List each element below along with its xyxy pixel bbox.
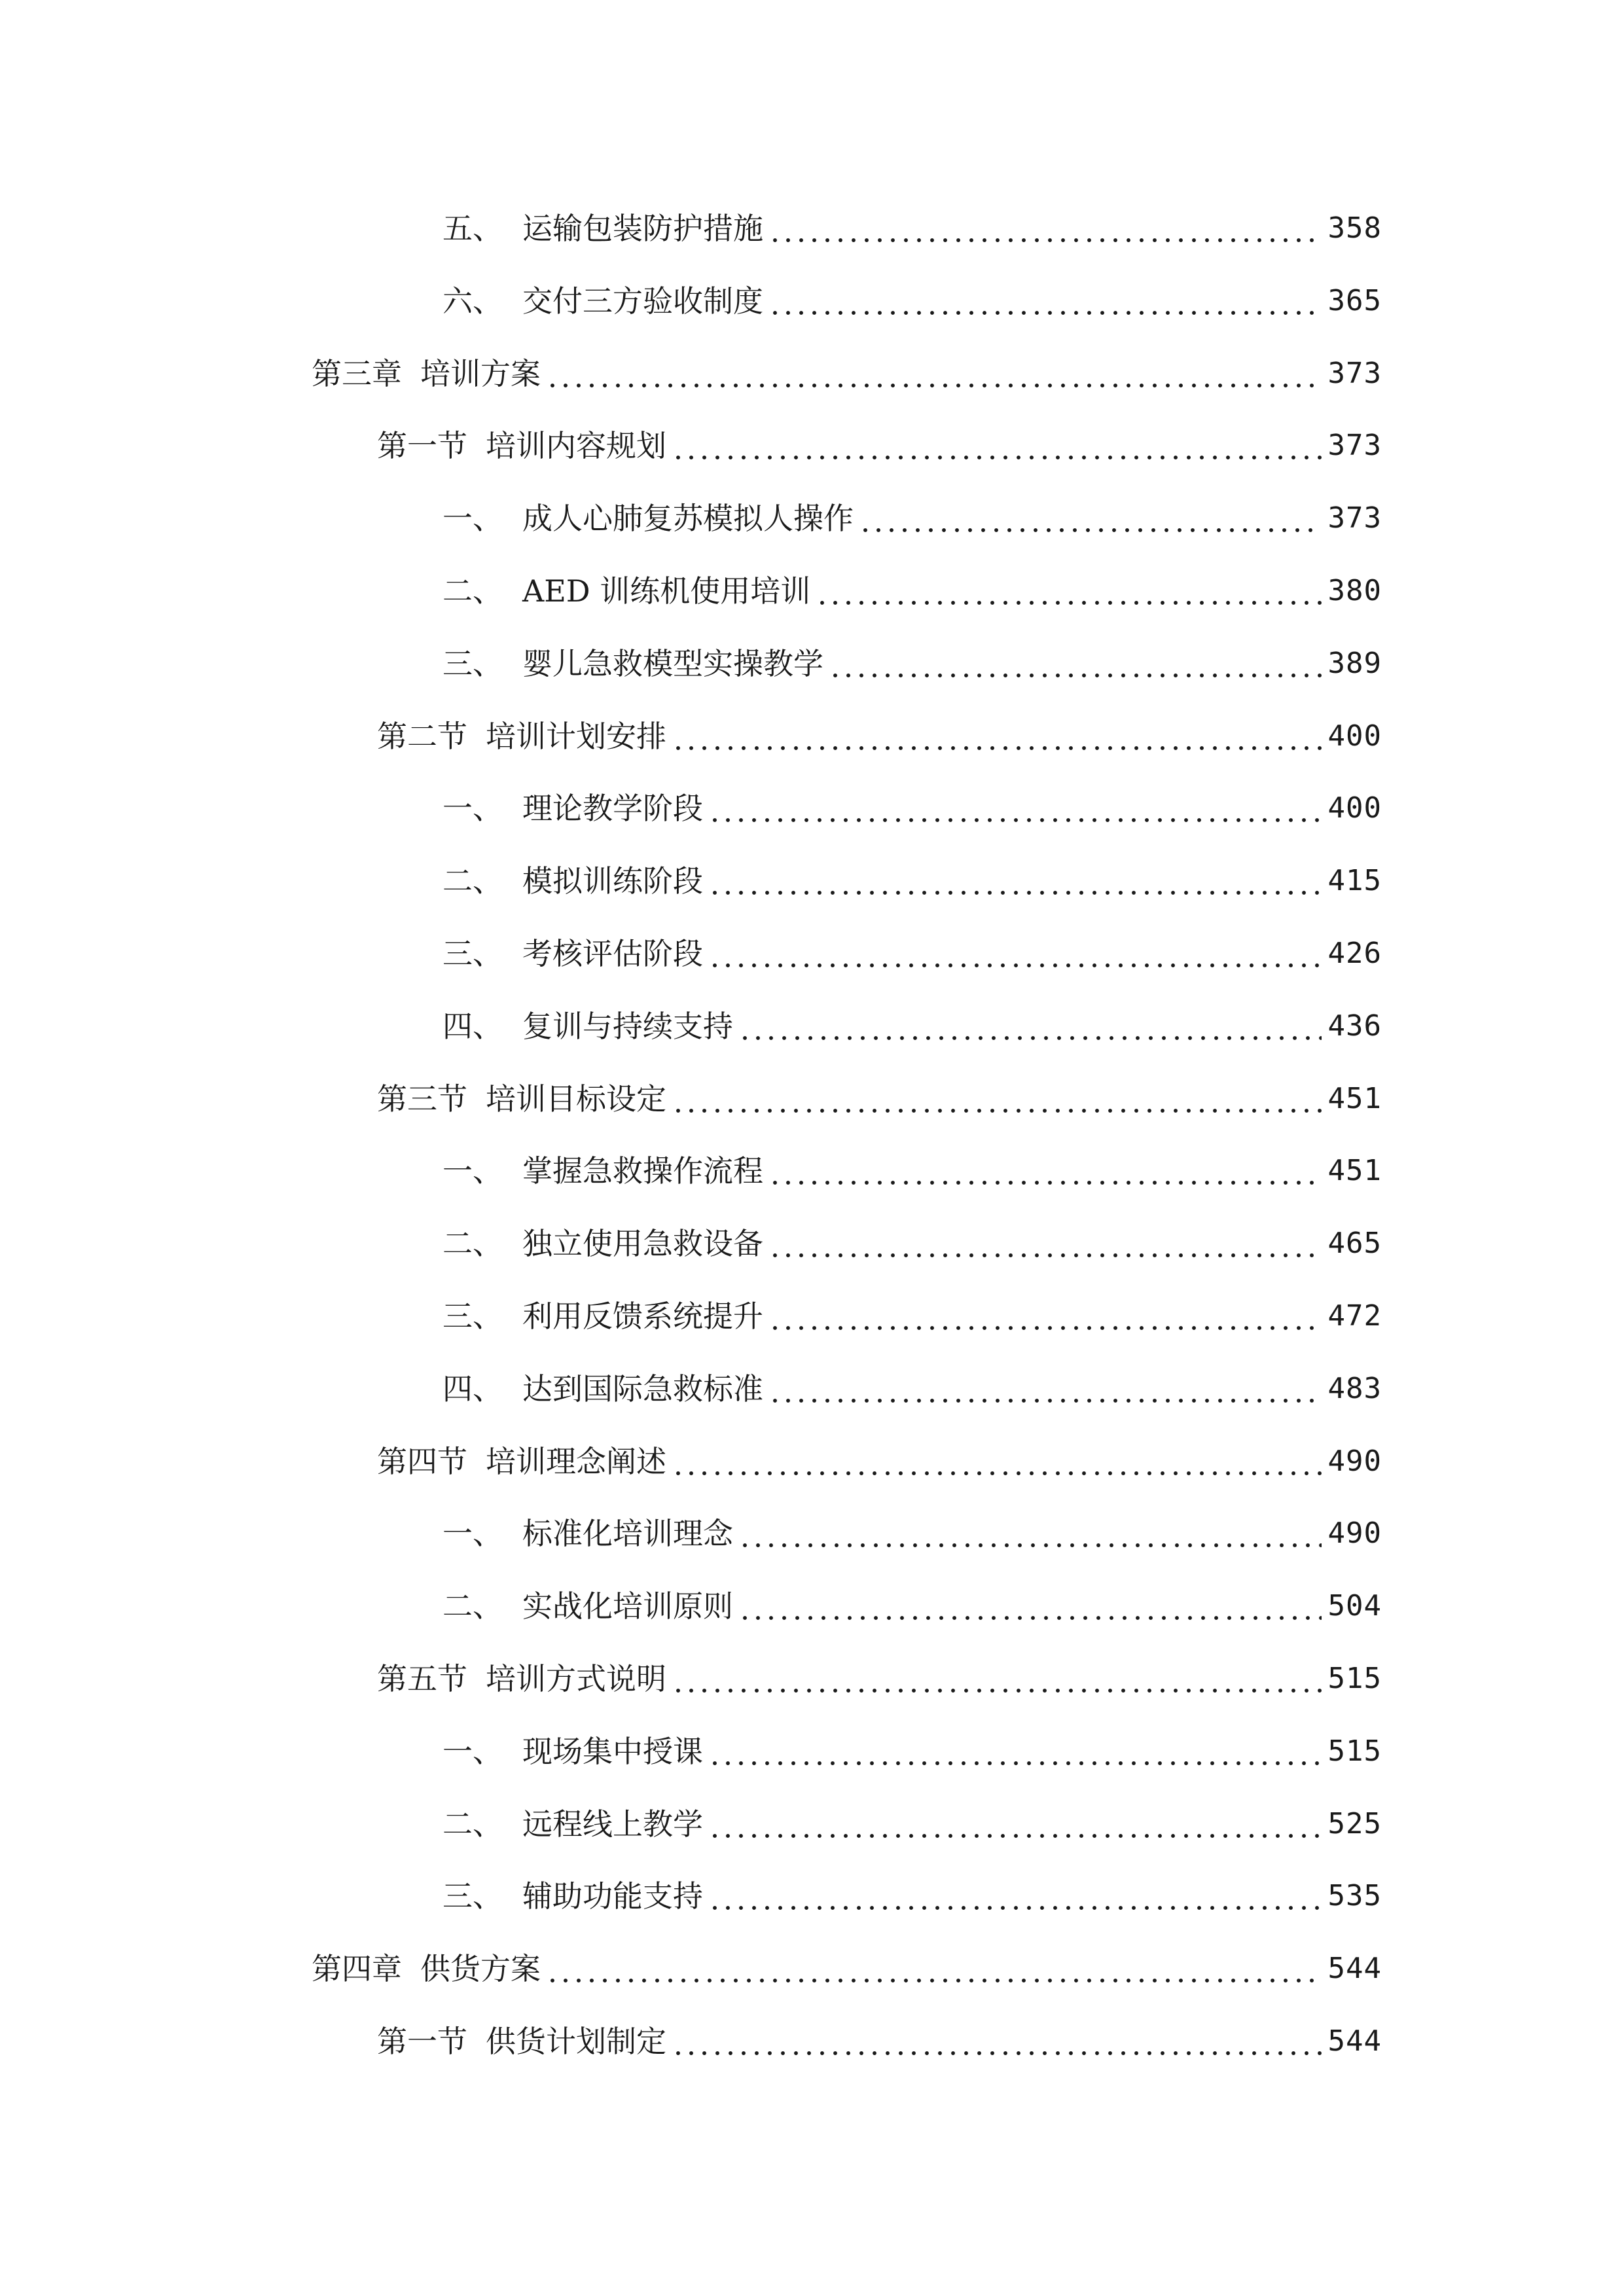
dot-leader (768, 278, 1322, 324)
toc-entry-page-number: 373 (1327, 357, 1382, 390)
toc-entry-page-number: 465 (1327, 1227, 1382, 1260)
toc-entry-number: 第四节 (377, 1444, 467, 1479)
toc-entry-page-number: 535 (1327, 1879, 1382, 1912)
toc-entry-chapter[interactable] (312, 351, 1382, 397)
dot-leader (672, 1439, 1322, 1484)
dot-leader (708, 1729, 1322, 1774)
toc-entry-chapter[interactable] (312, 1946, 1382, 1992)
dot-leader (672, 423, 1322, 469)
toc-entry-number: 一、 (442, 1734, 503, 1769)
toc-entry-number: 二、 (442, 863, 503, 899)
toc-entry-item[interactable] (442, 1293, 1382, 1339)
toc-entry-title: 供货计划制定 (486, 2024, 666, 2059)
toc-entry-page-number: 400 (1327, 791, 1382, 825)
toc-entry-page-number: 483 (1327, 1372, 1382, 1405)
toc-entry-page-number: 373 (1327, 501, 1382, 535)
dot-leader (708, 1873, 1322, 1919)
toc-entry-item[interactable] (442, 278, 1382, 324)
toc-entry-number: 五、 (442, 211, 503, 246)
toc-entry-item[interactable] (442, 1729, 1382, 1774)
toc-entry-number: 三、 (442, 1299, 503, 1334)
dot-leader (768, 206, 1322, 251)
toc-entry-section[interactable] (377, 1439, 1382, 1484)
toc-entry-section[interactable] (377, 713, 1382, 759)
toc-entry-item[interactable] (442, 785, 1382, 831)
toc-entry-title: 理论教学阶段 (522, 791, 703, 826)
toc-entry-section[interactable] (377, 423, 1382, 469)
dot-leader (708, 785, 1322, 831)
toc-entry-number: 第一节 (377, 2024, 467, 2059)
dot-leader (768, 1293, 1322, 1339)
toc-entry-page-number: 515 (1327, 1734, 1382, 1768)
toc-entry-section[interactable] (377, 2018, 1382, 2064)
toc-entry-page-number: 490 (1327, 1516, 1382, 1550)
toc-entry-title: 掌握急救操作流程 (522, 1153, 763, 1189)
toc-entry-number: 四、 (442, 1009, 503, 1044)
toc-entry-title: 独立使用急救设备 (522, 1226, 763, 1261)
toc-entry-item[interactable] (442, 1801, 1382, 1847)
toc-entry-number: 三、 (442, 1878, 503, 1914)
toc-entry-page-number: 490 (1327, 1444, 1382, 1478)
toc-entry-title: 婴儿急救模型实操教学 (522, 646, 823, 681)
dot-leader (768, 1148, 1322, 1194)
toc-entry-item[interactable] (442, 206, 1382, 251)
toc-entry-page-number: 515 (1327, 1662, 1382, 1695)
toc-entry-number: 一、 (442, 791, 503, 826)
toc-entry-title: 培训方案 (420, 356, 541, 391)
toc-entry-section[interactable] (377, 1656, 1382, 1702)
toc-entry-number: 二、 (442, 1588, 503, 1624)
dot-leader (672, 1656, 1322, 1702)
toc-entry-number: 一、 (442, 1153, 503, 1189)
toc-entry-item[interactable] (442, 568, 1382, 614)
toc-entry-number: 四、 (442, 1371, 503, 1407)
toc-entry-title: 培训目标设定 (486, 1081, 666, 1117)
toc-entry-number: 三、 (442, 936, 503, 971)
dot-leader (708, 931, 1322, 977)
toc-entry-number: 第一节 (377, 428, 467, 463)
toc-entry-page-number: 400 (1327, 719, 1382, 753)
toc-entry-title: 培训方式说明 (486, 1661, 666, 1696)
toc-entry-section[interactable] (377, 1076, 1382, 1122)
toc-entry-item[interactable] (442, 931, 1382, 977)
toc-entry-title: 现场集中授课 (522, 1734, 703, 1769)
toc-entry-title: 培训内容规划 (486, 428, 666, 463)
dot-leader (816, 568, 1321, 614)
toc-entry-number: 一、 (442, 1516, 503, 1551)
toc-entry-item[interactable] (442, 1366, 1382, 1412)
toc-entry-title: 成人心肺复苏模拟人操作 (522, 501, 854, 536)
toc-entry-title: 培训理念阐述 (486, 1444, 666, 1479)
dot-leader (768, 1366, 1322, 1412)
toc-entry-title: 标准化培训理念 (522, 1516, 733, 1551)
dot-leader (672, 713, 1322, 759)
toc-entry-title: 考核评估阶段 (522, 936, 703, 971)
toc-entry-title: 实战化培训原则 (522, 1588, 733, 1624)
dot-leader (708, 858, 1322, 904)
dot-leader (672, 2018, 1322, 2064)
dot-leader (708, 1801, 1322, 1847)
dot-leader (768, 1221, 1322, 1266)
dot-leader (859, 495, 1322, 541)
dot-leader (546, 351, 1322, 397)
toc-entry-page-number: 389 (1327, 647, 1382, 680)
toc-entry-number: 第二节 (377, 719, 467, 754)
toc-entry-page-number: 373 (1327, 429, 1382, 462)
dot-leader (738, 1511, 1322, 1556)
toc-entry-item[interactable] (442, 1873, 1382, 1919)
dot-leader (672, 1076, 1322, 1122)
toc-entry-page-number: 436 (1327, 1009, 1382, 1043)
dot-leader (546, 1946, 1322, 1992)
toc-entry-item[interactable] (442, 858, 1382, 904)
toc-entry-number: 二、 (442, 573, 503, 609)
toc-entry-item[interactable] (442, 1003, 1382, 1049)
toc-entry-page-number: 544 (1327, 1952, 1382, 1985)
toc-entry-page-number: 525 (1327, 1807, 1382, 1840)
toc-entry-title: 利用反馈系统提升 (522, 1299, 763, 1334)
toc-entry-number: 第四章 (312, 1951, 402, 1986)
toc-entry-item[interactable] (442, 495, 1382, 541)
toc-entry-item[interactable] (442, 641, 1382, 687)
toc-entry-title: 达到国际急救标准 (522, 1371, 763, 1407)
toc-entry-title: 模拟训练阶段 (522, 863, 703, 899)
toc-entry-number: 三、 (442, 646, 503, 681)
toc-entry-item[interactable] (442, 1148, 1382, 1194)
toc-entry-item[interactable] (442, 1511, 1382, 1556)
toc-entry-number: 二、 (442, 1806, 503, 1842)
toc-entry-page-number: 504 (1327, 1589, 1382, 1623)
toc-entry-number: 第三章 (312, 356, 402, 391)
toc-entry-title: 复训与持续支持 (522, 1009, 733, 1044)
toc-entry-number: 六、 (442, 283, 503, 319)
toc-entry-page-number: 365 (1327, 284, 1382, 317)
toc-entry-page-number: 380 (1327, 574, 1382, 607)
toc-entry-item[interactable] (442, 1583, 1382, 1629)
toc-entry-title: 运输包装防护措施 (522, 211, 763, 246)
dot-leader (738, 1583, 1322, 1629)
toc-entry-page-number: 451 (1327, 1154, 1382, 1187)
toc-entry-title: AED 训练机使用培训 (522, 573, 811, 609)
dot-leader (829, 641, 1322, 687)
toc-entry-number: 二、 (442, 1226, 503, 1261)
dot-leader (738, 1003, 1322, 1049)
toc-entry-number: 第三节 (377, 1081, 467, 1117)
toc-entry-item[interactable] (442, 1221, 1382, 1266)
toc-entry-page-number: 426 (1327, 937, 1382, 970)
toc-entry-page-number: 415 (1327, 864, 1382, 897)
toc-entry-title: 供货方案 (420, 1951, 541, 1986)
toc-entry-title: 远程线上教学 (522, 1806, 703, 1842)
toc-entry-title: 培训计划安排 (486, 719, 666, 754)
toc-entry-number: 一、 (442, 501, 503, 536)
toc-entry-title: 交付三方验收制度 (522, 283, 763, 319)
toc-entry-page-number: 358 (1327, 211, 1382, 245)
toc-entry-title: 辅助功能支持 (522, 1878, 703, 1914)
toc-entry-page-number: 451 (1327, 1082, 1382, 1115)
toc-entry-page-number: 472 (1327, 1299, 1382, 1333)
toc-entry-number: 第五节 (377, 1661, 467, 1696)
toc-entry-page-number: 544 (1327, 2024, 1382, 2058)
